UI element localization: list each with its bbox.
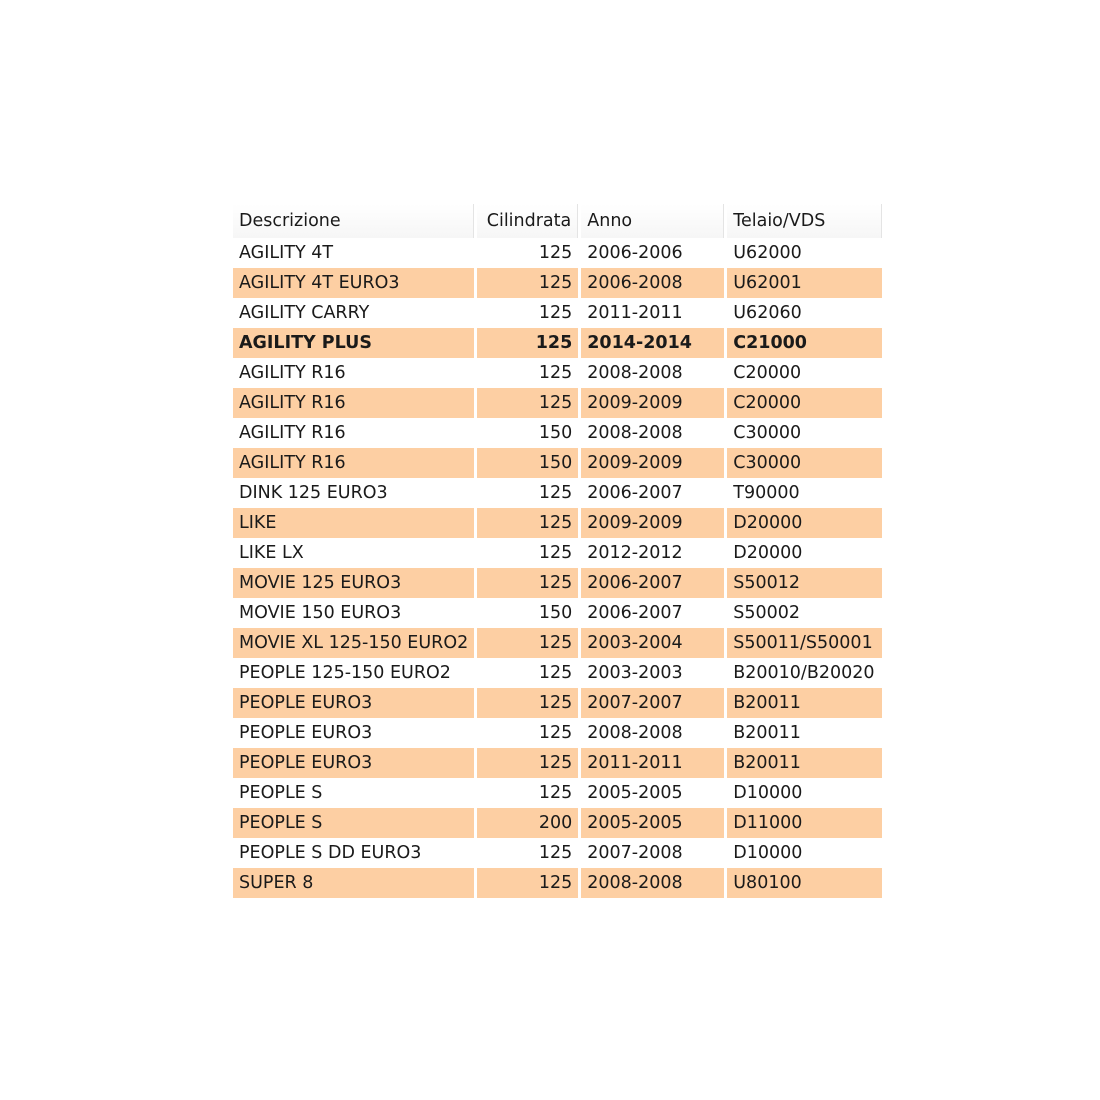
cell-anno: 2003-2003 (587, 663, 683, 683)
cell-telaio: B20011 (727, 748, 882, 778)
cell-cilindrata: 125 (538, 303, 573, 323)
table-row (233, 508, 882, 538)
cell-anno: 2008-2008 (587, 723, 683, 743)
header-row (233, 204, 882, 238)
header-anno: Anno (581, 204, 724, 238)
cell-cilindrata: 125 (477, 268, 578, 298)
table-row (233, 238, 882, 268)
cell-descrizione: AGILITY R16 (239, 363, 346, 383)
cell-telaio: C30000 (727, 448, 882, 478)
cell-cilindrata: 150 (477, 448, 578, 478)
cell-cilindrata: 125 (538, 843, 573, 863)
cell-anno: 2006-2006 (587, 243, 683, 263)
cell-anno: 2003-2004 (581, 628, 724, 658)
header-telaio: Telaio/VDS (727, 204, 882, 238)
cell-telaio: U80100 (727, 868, 882, 898)
cell-descrizione: AGILITY R16 (239, 423, 346, 443)
table-row (233, 448, 882, 478)
table-row (233, 538, 882, 568)
cell-anno: 2011-2011 (581, 748, 724, 778)
table-row (233, 298, 882, 328)
cell-cilindrata: 150 (538, 603, 573, 623)
cell-cilindrata: 125 (538, 483, 573, 503)
cell-cilindrata: 125 (477, 748, 578, 778)
cell-anno: 2005-2005 (587, 783, 683, 803)
cell-descrizione: DINK 125 EURO3 (239, 483, 388, 503)
cell-descrizione: LIKE LX (239, 543, 304, 563)
cell-telaio: U62060 (733, 303, 802, 323)
table-row (233, 478, 882, 508)
cell-descrizione: PEOPLE S DD EURO3 (239, 843, 422, 863)
table-row (233, 628, 882, 658)
table-row (233, 688, 882, 718)
table-row (233, 598, 882, 628)
table-row (233, 268, 882, 298)
cell-cilindrata: 125 (477, 388, 578, 418)
cell-anno: 2008-2008 (587, 423, 683, 443)
cell-anno: 2008-2008 (587, 363, 683, 383)
cell-descrizione: AGILITY 4T EURO3 (233, 268, 474, 298)
table-row (233, 838, 882, 868)
cell-descrizione: PEOPLE EURO3 (239, 723, 373, 743)
cell-cilindrata: 150 (538, 423, 573, 443)
cell-descrizione: AGILITY PLUS (233, 328, 474, 358)
table-row (233, 568, 882, 598)
cell-cilindrata: 125 (477, 328, 578, 358)
cell-anno: 2006-2008 (581, 268, 724, 298)
cell-descrizione: SUPER 8 (233, 868, 474, 898)
table-row (233, 778, 882, 808)
cell-cilindrata: 125 (538, 723, 573, 743)
cell-cilindrata: 200 (477, 808, 578, 838)
table-row (233, 808, 882, 838)
cell-anno: 2006-2007 (587, 603, 683, 623)
cell-telaio: B20011 (727, 688, 882, 718)
table-header (233, 204, 882, 238)
header-cilindrata: Cilindrata (477, 204, 578, 238)
cell-anno: 2009-2009 (581, 448, 724, 478)
cell-cilindrata: 125 (538, 783, 573, 803)
cell-anno: 2007-2008 (587, 843, 683, 863)
cell-cilindrata: 125 (477, 568, 578, 598)
cell-anno: 2006-2007 (581, 568, 724, 598)
cell-telaio: C20000 (733, 363, 802, 383)
cell-cilindrata: 125 (538, 543, 573, 563)
table-row (233, 658, 882, 688)
cell-descrizione: MOVIE 150 EURO3 (239, 603, 402, 623)
cell-descrizione: AGILITY 4T (239, 243, 334, 263)
cell-cilindrata: 125 (538, 663, 573, 683)
cell-telaio: D20000 (727, 508, 882, 538)
table-row (233, 748, 882, 778)
cell-cilindrata: 125 (538, 243, 573, 263)
cell-telaio: U62001 (727, 268, 882, 298)
cell-cilindrata: 125 (538, 363, 573, 383)
cell-anno: 2009-2009 (581, 388, 724, 418)
cell-anno: 2009-2009 (581, 508, 724, 538)
cell-descrizione: PEOPLE EURO3 (233, 748, 474, 778)
cell-telaio: C20000 (727, 388, 882, 418)
cell-telaio: T90000 (733, 483, 800, 503)
cell-cilindrata: 125 (477, 628, 578, 658)
cell-telaio: D10000 (733, 843, 803, 863)
table-row (233, 358, 882, 388)
cell-descrizione: MOVIE XL 125-150 EURO2 (233, 628, 474, 658)
cell-anno: 2007-2007 (581, 688, 724, 718)
cell-anno: 2011-2011 (587, 303, 683, 323)
cell-anno: 2005-2005 (581, 808, 724, 838)
cell-anno: 2006-2007 (587, 483, 683, 503)
cell-descrizione: AGILITY R16 (233, 448, 474, 478)
cell-telaio: S50002 (733, 603, 801, 623)
cell-descrizione: AGILITY R16 (233, 388, 474, 418)
cell-telaio: B20010/B20020 (733, 663, 875, 683)
table-row (233, 868, 882, 898)
cell-cilindrata: 125 (477, 868, 578, 898)
table-row (233, 418, 882, 448)
table-row (233, 328, 882, 358)
cell-telaio: C21000 (727, 328, 882, 358)
table-row (233, 718, 882, 748)
cell-descrizione: PEOPLE S (233, 808, 474, 838)
cell-telaio: S50011/S50001 (727, 628, 882, 658)
cell-telaio: U62000 (733, 243, 802, 263)
cell-anno: 2014-2014 (581, 328, 724, 358)
cell-telaio: B20011 (733, 723, 801, 743)
cell-anno: 2008-2008 (581, 868, 724, 898)
cell-telaio: S50012 (727, 568, 882, 598)
cell-telaio: D11000 (727, 808, 882, 838)
header-descrizione: Descrizione (233, 204, 474, 238)
cell-descrizione: PEOPLE S (239, 783, 323, 803)
table-row (233, 388, 882, 418)
cell-telaio: D10000 (733, 783, 803, 803)
cell-descrizione: AGILITY CARRY (239, 303, 370, 323)
cell-telaio: C30000 (733, 423, 802, 443)
cell-cilindrata: 125 (477, 508, 578, 538)
cell-descrizione: PEOPLE EURO3 (233, 688, 474, 718)
cell-telaio: D20000 (733, 543, 803, 563)
table-body (233, 238, 882, 898)
cell-cilindrata: 125 (477, 688, 578, 718)
cell-descrizione: PEOPLE 125-150 EURO2 (239, 663, 451, 683)
cell-descrizione: LIKE (233, 508, 474, 538)
cell-anno: 2012-2012 (587, 543, 683, 563)
compatibility-table (230, 204, 885, 898)
cell-descrizione: MOVIE 125 EURO3 (233, 568, 474, 598)
